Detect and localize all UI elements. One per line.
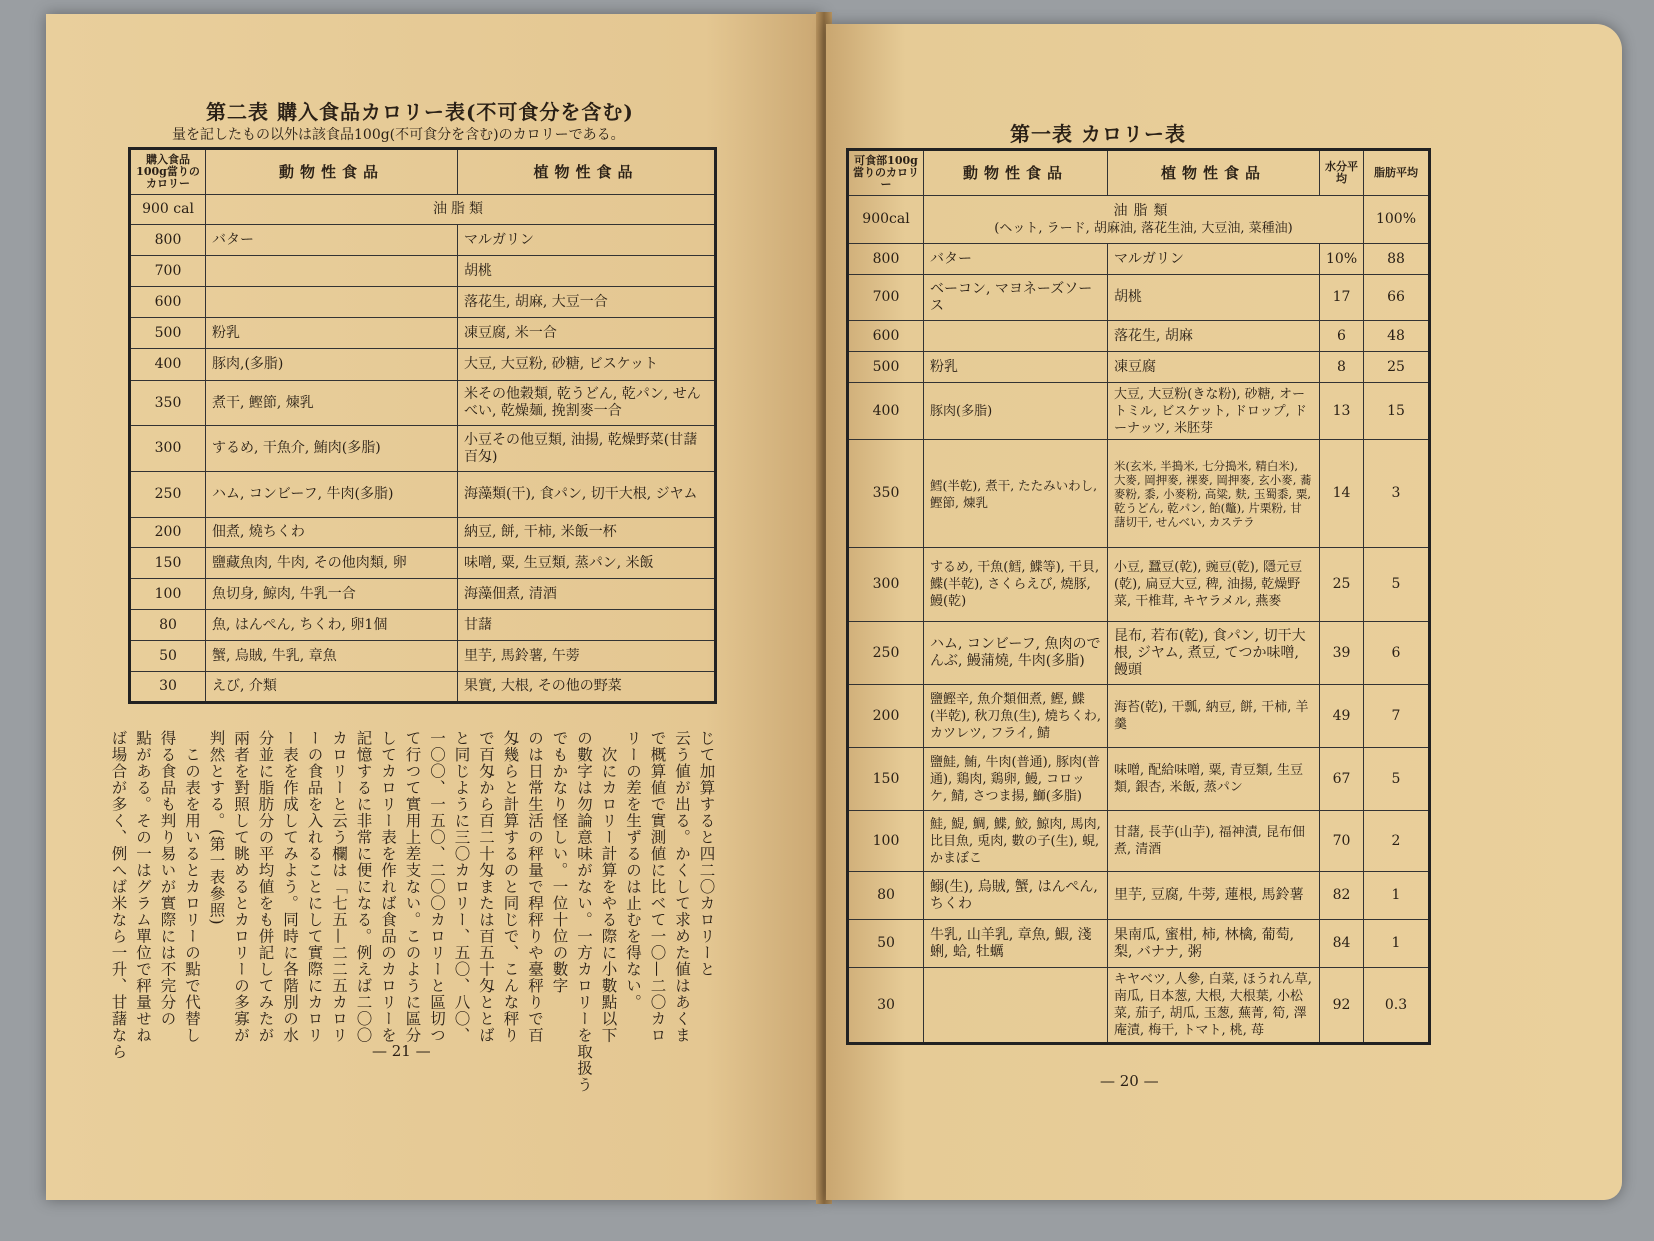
text-column: 兩者を對照して眺めるとカロリーの多寡が — [232, 730, 250, 1044]
header-calorie: 購入食品100g當りのカロリー — [130, 149, 206, 195]
calorie-cell: 50 — [130, 641, 206, 672]
table-row — [848, 748, 1430, 811]
table-row — [130, 349, 716, 381]
calorie-cell: 500 — [848, 352, 924, 383]
animal-food-cell: 鰯(生), 烏賊, 蟹, はんぺん, ちくわ — [924, 872, 1108, 920]
text-column: 分並に脂肪分の平均値をも併記してみたが — [256, 730, 275, 1044]
calorie-cell: 800 — [848, 244, 924, 275]
plant-food-cell: 昆布, 若布(乾), 食パン, 切干大根, ジヤム, 煮豆, てつか味噌, 饅頭 — [1108, 622, 1320, 685]
text-column: じて加算すると四二〇カロリーと — [697, 730, 716, 978]
table-row — [130, 426, 716, 472]
calorie-cell: 600 — [848, 321, 924, 352]
table-row — [130, 518, 716, 548]
animal-food-cell: 鱈(半乾), 煮干, たたみいわし, 鰹節, 煉乳 — [924, 440, 1108, 548]
text-column: リーの差を生ずるのは止むを得ない。 — [624, 730, 642, 1011]
plant-food-cell: 果南瓜, 蜜柑, 柿, 林檎, 葡萄, 梨, バナナ, 粥 — [1108, 920, 1320, 968]
animal-food-cell: 粉乳 — [924, 352, 1108, 383]
plant-food-cell: 米(玄米, 半搗米, 七分搗米, 精白米), 大麥, 岡押麥, 裸麥, 岡押麥, 玄小麥, 蕎麥粉, 黍, 小麥粉, 高粱, 麩, 玉蜀黍, 粟, 乾うどん, 乾パン, 飴(鼈), 片栗粉, 甘藷切干, せんべい, カステラ — [1108, 440, 1320, 548]
plant-food-cell: 里芋, 馬鈴薯, 午蒡 — [458, 641, 716, 672]
table-row — [848, 275, 1430, 321]
fat-average-cell: 48 — [1364, 321, 1430, 352]
calorie-cell: 150 — [848, 748, 924, 811]
left-table-title: 第二表 購入食品カロリー表(不可食分を含む) — [206, 100, 634, 124]
fat-average-cell: 3 — [1364, 440, 1430, 548]
fat-average-cell: 5 — [1364, 748, 1430, 811]
calorie-cell: 80 — [848, 872, 924, 920]
plant-food-cell: キヤベツ, 人參, 白菜, ほうれん草, 南瓜, 日本葱, 大根, 大根葉, 小松菜, 茄子, 胡瓜, 玉葱, 蕪菁, 筍, 澤庵漬, 梅干, トマト, 桃, 苺 — [1108, 968, 1320, 1044]
plant-food-cell: 海藻佃煮, 清酒 — [458, 579, 716, 610]
fats-examples: (ヘット, ラード, 胡麻油, 落花生油, 大豆油, 菜種油) — [994, 220, 1293, 236]
animal-food-cell: ハム, コンビーフ, 魚肉のでんぶ, 鰻蒲燒, 牛肉(多脂) — [924, 622, 1108, 685]
plant-food-cell: 凍豆腐 — [1108, 352, 1320, 383]
plant-food-cell: 米その他穀類, 乾うどん, 乾パン, せんべい, 乾燥麺, 挽割麥一合 — [458, 381, 716, 426]
text-column: 次にカロリー計算をやる際に小數點以下 — [599, 730, 618, 1044]
animal-food-cell: 鮭, 鯷, 鯛, 鰈, 鮫, 鯨肉, 馬肉, 比目魚, 兎肉, 數の子(生), 蜆, かまぼこ — [924, 811, 1108, 872]
plant-food-cell: 胡桃 — [1108, 275, 1320, 321]
calorie-cell: 400 — [130, 349, 206, 381]
text-column: で百匁から百二十匁または百五十匁ととば — [477, 730, 495, 1044]
plant-food-cell: 胡桃 — [458, 256, 716, 287]
plant-food-cell: 果實, 大根, その他の野菜 — [458, 672, 716, 703]
text-column: 匁幾らと計算するのと同じで、こんな秤り — [501, 730, 520, 1044]
fats-cell — [924, 196, 1364, 244]
text-column: て行つて實用上差支ない。このように區分 — [403, 730, 422, 1044]
table-row — [848, 685, 1430, 748]
table-row — [848, 440, 1430, 548]
water-average-cell: 67 — [1320, 748, 1364, 811]
right-table-body — [848, 244, 1430, 1044]
table-row — [130, 318, 716, 349]
calorie-cell: 200 — [848, 685, 924, 748]
plant-food-cell: 味噌, 配給味噌, 粟, 青豆類, 生豆類, 銀杏, 米飯, 蒸パン — [1108, 748, 1320, 811]
plant-food-cell: 小豆その他豆類, 油揚, 乾燥野菜(甘藷百匁) — [458, 426, 716, 472]
calorie-cell: 700 — [130, 256, 206, 287]
calorie-cell: 350 — [848, 440, 924, 548]
table-row — [130, 610, 716, 641]
calorie-cell: 700 — [848, 275, 924, 321]
text-column: この表を用いるとカロリーの點で代替し — [183, 730, 201, 1044]
water-average-cell: 49 — [1320, 685, 1364, 748]
text-column: 得る食品も判り易いが實際には不完分の — [158, 730, 177, 1027]
animal-food-cell: 佃煮, 燒ちくわ — [206, 518, 458, 548]
header-animal: 動物性食品 — [924, 150, 1108, 196]
calorie-cell: 900 cal — [130, 195, 206, 225]
calorie-cell: 30 — [130, 672, 206, 703]
fat-average-cell: 25 — [1364, 352, 1430, 383]
water-average-cell: 10% — [1320, 244, 1364, 275]
animal-food-cell: バター — [924, 244, 1108, 275]
plant-food-cell: マルガリン — [458, 225, 716, 256]
water-average-cell: 84 — [1320, 920, 1364, 968]
text-column: 一〇〇、一五〇、二〇〇カロリーと區切つ — [428, 730, 446, 1044]
water-average-cell: 6 — [1320, 321, 1364, 352]
water-average-cell: 25 — [1320, 548, 1364, 622]
table-row-fats — [848, 196, 1430, 244]
page-number-20: — 20 — — [1100, 1072, 1159, 1090]
left-page — [46, 14, 822, 1200]
table-row — [130, 225, 716, 256]
animal-food-cell — [924, 321, 1108, 352]
fat-average-cell: 15 — [1364, 383, 1430, 440]
header-plant: 植物性食品 — [1108, 150, 1320, 196]
table-row — [848, 622, 1430, 685]
calorie-cell: 300 — [848, 548, 924, 622]
calorie-table — [846, 148, 1431, 1045]
calorie-cell: 150 — [130, 548, 206, 579]
animal-food-cell: 魚, はんぺん, ちくわ, 卵1個 — [206, 610, 458, 641]
page-number-21: — 21 — — [372, 1042, 431, 1060]
text-column: してカロリー表を作れば食品のカロリーを — [379, 730, 397, 1044]
animal-food-cell: ハム, コンビーフ, 牛肉(多脂) — [206, 472, 458, 518]
plant-food-cell: 小豆, 蠶豆(乾), 豌豆(乾), 隱元豆(乾), 扁豆大豆, 稗, 油揚, 乾燥野菜, 干椎茸, キヤラメル, 燕麥 — [1108, 548, 1320, 622]
plant-food-cell: マルガリン — [1108, 244, 1320, 275]
text-column: で概算値で實測値に比べて一〇—二〇カロ — [648, 730, 667, 1044]
plant-food-cell: 大豆, 大豆粉, 砂糖, ビスケット — [458, 349, 716, 381]
calorie-cell: 250 — [130, 472, 206, 518]
table-row — [130, 287, 716, 318]
calorie-cell: 100 — [848, 811, 924, 872]
animal-food-cell: 豚肉(多脂) — [924, 383, 1108, 440]
water-average-cell: 17 — [1320, 275, 1364, 321]
fat-average-cell: 88 — [1364, 244, 1430, 275]
table-header-row — [130, 149, 716, 195]
plant-food-cell: 里芋, 豆腐, 牛蒡, 蓮根, 馬鈴薯 — [1108, 872, 1320, 920]
fats-label: 油脂類 — [206, 195, 716, 225]
text-column: のは日常生活の秤量で稈秤りや臺秤りで百 — [526, 730, 544, 1044]
text-column: でもかなり怪しい。一位十位の數字 — [550, 730, 569, 994]
plant-food-cell: 甘藷, 長芋(山芋), 福神漬, 昆布佃煮, 清酒 — [1108, 811, 1320, 872]
plant-food-cell: 海苔(乾), 干瓢, 納豆, 餅, 干柿, 羊羹 — [1108, 685, 1320, 748]
table-row — [130, 579, 716, 610]
animal-food-cell: 煮干, 鰹節, 煉乳 — [206, 381, 458, 426]
calorie-cell: 350 — [130, 381, 206, 426]
table-row — [848, 872, 1430, 920]
fat-average-cell: 2 — [1364, 811, 1430, 872]
header-plant: 植物性食品 — [458, 149, 716, 195]
calorie-cell: 800 — [130, 225, 206, 256]
fat-average-cell: 1 — [1364, 872, 1430, 920]
left-table-note: 量を記したもの以外は該食品100g(不可食分を含む)のカロリーである。 — [172, 127, 625, 143]
calorie-cell: 30 — [848, 968, 924, 1044]
calorie-cell: 200 — [130, 518, 206, 548]
table-row-fats — [130, 195, 716, 225]
animal-food-cell — [206, 287, 458, 318]
purchased-food-calorie-table — [128, 147, 717, 704]
animal-food-cell: ベーコン, マヨネーズソース — [924, 275, 1108, 321]
water-average-cell: 82 — [1320, 872, 1364, 920]
animal-food-cell: 牛乳, 山羊乳, 章魚, 鰕, 淺蜊, 蛤, 牡蠣 — [924, 920, 1108, 968]
plant-food-cell: 味噌, 粟, 生豆類, 蒸パン, 米飯 — [458, 548, 716, 579]
plant-food-cell: 落花生, 胡麻, 大豆一合 — [458, 287, 716, 318]
right-table-title: 第一表 カロリー表 — [1010, 122, 1186, 146]
animal-food-cell: バター — [206, 225, 458, 256]
calorie-cell: 300 — [130, 426, 206, 472]
calorie-cell: 600 — [130, 287, 206, 318]
water-average-cell: 8 — [1320, 352, 1364, 383]
plant-food-cell: 納豆, 餅, 干柿, 米飯一杯 — [458, 518, 716, 548]
header-calorie: 可食部100g當りのカロリー — [848, 150, 924, 196]
text-column: カロリーと云う欄は「七五—二二五カロリ — [330, 730, 348, 1044]
text-column: 云う値が出る。かくして求めた値はあくま — [673, 730, 691, 1044]
table-row — [130, 641, 716, 672]
fats-label: 油脂類 — [1113, 202, 1174, 219]
water-average-cell: 92 — [1320, 968, 1364, 1044]
animal-food-cell: 魚切身, 鯨肉, 牛乳一合 — [206, 579, 458, 610]
table-row — [848, 548, 1430, 622]
table-row — [848, 352, 1430, 383]
fat-average-cell: 1 — [1364, 920, 1430, 968]
animal-food-cell — [924, 968, 1108, 1044]
animal-food-cell: 豚肉,(多脂) — [206, 349, 458, 381]
left-table-body — [130, 225, 716, 703]
plant-food-cell: 甘藷 — [458, 610, 716, 641]
water-average-cell: 13 — [1320, 383, 1364, 440]
calorie-cell: 500 — [130, 318, 206, 349]
header-animal: 動物性食品 — [206, 149, 458, 195]
right-page — [826, 24, 1622, 1200]
header-water: 水分平均 — [1320, 150, 1364, 196]
fat-average-cell: 7 — [1364, 685, 1430, 748]
calorie-cell: 80 — [130, 610, 206, 641]
calorie-cell: 400 — [848, 383, 924, 440]
table-row — [130, 381, 716, 426]
animal-food-cell: 鹽鰹辛, 魚介類佃煮, 鰹, 鰈(半乾), 秋刀魚(生), 燒ちくわ, カツレツ, フライ, 鯖 — [924, 685, 1108, 748]
table-row — [130, 672, 716, 703]
table-row — [848, 244, 1430, 275]
plant-food-cell: 凍豆腐, 米一合 — [458, 318, 716, 349]
text-column: ーの食品を入れることにして實際にカロリ — [305, 730, 324, 1044]
text-column: 點がある。その一はグラム單位で秤量せね — [134, 730, 152, 1044]
fat-average-cell: 0.3 — [1364, 968, 1430, 1044]
text-column: と同じように三〇カロリー、五〇、八〇、 — [452, 730, 471, 1044]
table-row — [130, 256, 716, 287]
animal-food-cell: 蟹, 烏賊, 牛乳, 章魚 — [206, 641, 458, 672]
table-row — [848, 383, 1430, 440]
text-column: 記憶するに非常に便になる。例えば二〇〇 — [354, 730, 373, 1044]
calorie-cell: 50 — [848, 920, 924, 968]
plant-food-cell: 海藻類(干), 食パン, 切干大根, ジヤム — [458, 472, 716, 518]
animal-food-cell: 鹽藏魚肉, 牛肉, その他肉類, 卵 — [206, 548, 458, 579]
calorie-cell: 900cal — [848, 196, 924, 244]
text-column: ば場合が多く、例へば米なら一升、甘藷なら — [109, 730, 128, 1060]
table-row — [848, 968, 1430, 1044]
table-row — [848, 811, 1430, 872]
calorie-cell: 250 — [848, 622, 924, 685]
calorie-cell: 100 — [130, 579, 206, 610]
table-row — [848, 321, 1430, 352]
text-column: の數字は勿論意味がない。一方カロリーを取扱う — [575, 730, 593, 1093]
body-text-vertical — [106, 730, 719, 1093]
text-column: 判然とする。(第一表參照) — [207, 730, 226, 926]
animal-food-cell: するめ, 干魚介, 鮪肉(多脂) — [206, 426, 458, 472]
table-row — [848, 920, 1430, 968]
fat-average-cell: 66 — [1364, 275, 1430, 321]
animal-food-cell: するめ, 干魚(鱈, 鰈等), 干貝, 鰈(半乾), さくらえび, 燒豚, 鰻(乾) — [924, 548, 1108, 622]
animal-food-cell: えび, 介類 — [206, 672, 458, 703]
table-row — [130, 548, 716, 579]
fat-cell: 100% — [1364, 196, 1430, 244]
water-average-cell: 14 — [1320, 440, 1364, 548]
animal-food-cell: 鹽鮭, 鮪, 牛肉(普通), 豚肉(普通), 鶏肉, 鶏卵, 鰻, コロッケ, 鯖, さつま揚, 鰤(多脂) — [924, 748, 1108, 811]
text-column: ー表を作成してみよう。同時に各階別の水 — [281, 730, 299, 1044]
water-average-cell: 39 — [1320, 622, 1364, 685]
animal-food-cell: 粉乳 — [206, 318, 458, 349]
plant-food-cell: 落花生, 胡麻 — [1108, 321, 1320, 352]
animal-food-cell — [206, 256, 458, 287]
table-row — [130, 472, 716, 518]
fat-average-cell: 5 — [1364, 548, 1430, 622]
header-fat: 脂肪平均 — [1364, 150, 1430, 196]
table-header-row — [848, 150, 1430, 196]
plant-food-cell: 大豆, 大豆粉(きな粉), 砂糖, オートミル, ビスケット, ドロップ, ドーナッツ, 米胚芽 — [1108, 383, 1320, 440]
fat-average-cell: 6 — [1364, 622, 1430, 685]
water-average-cell: 70 — [1320, 811, 1364, 872]
